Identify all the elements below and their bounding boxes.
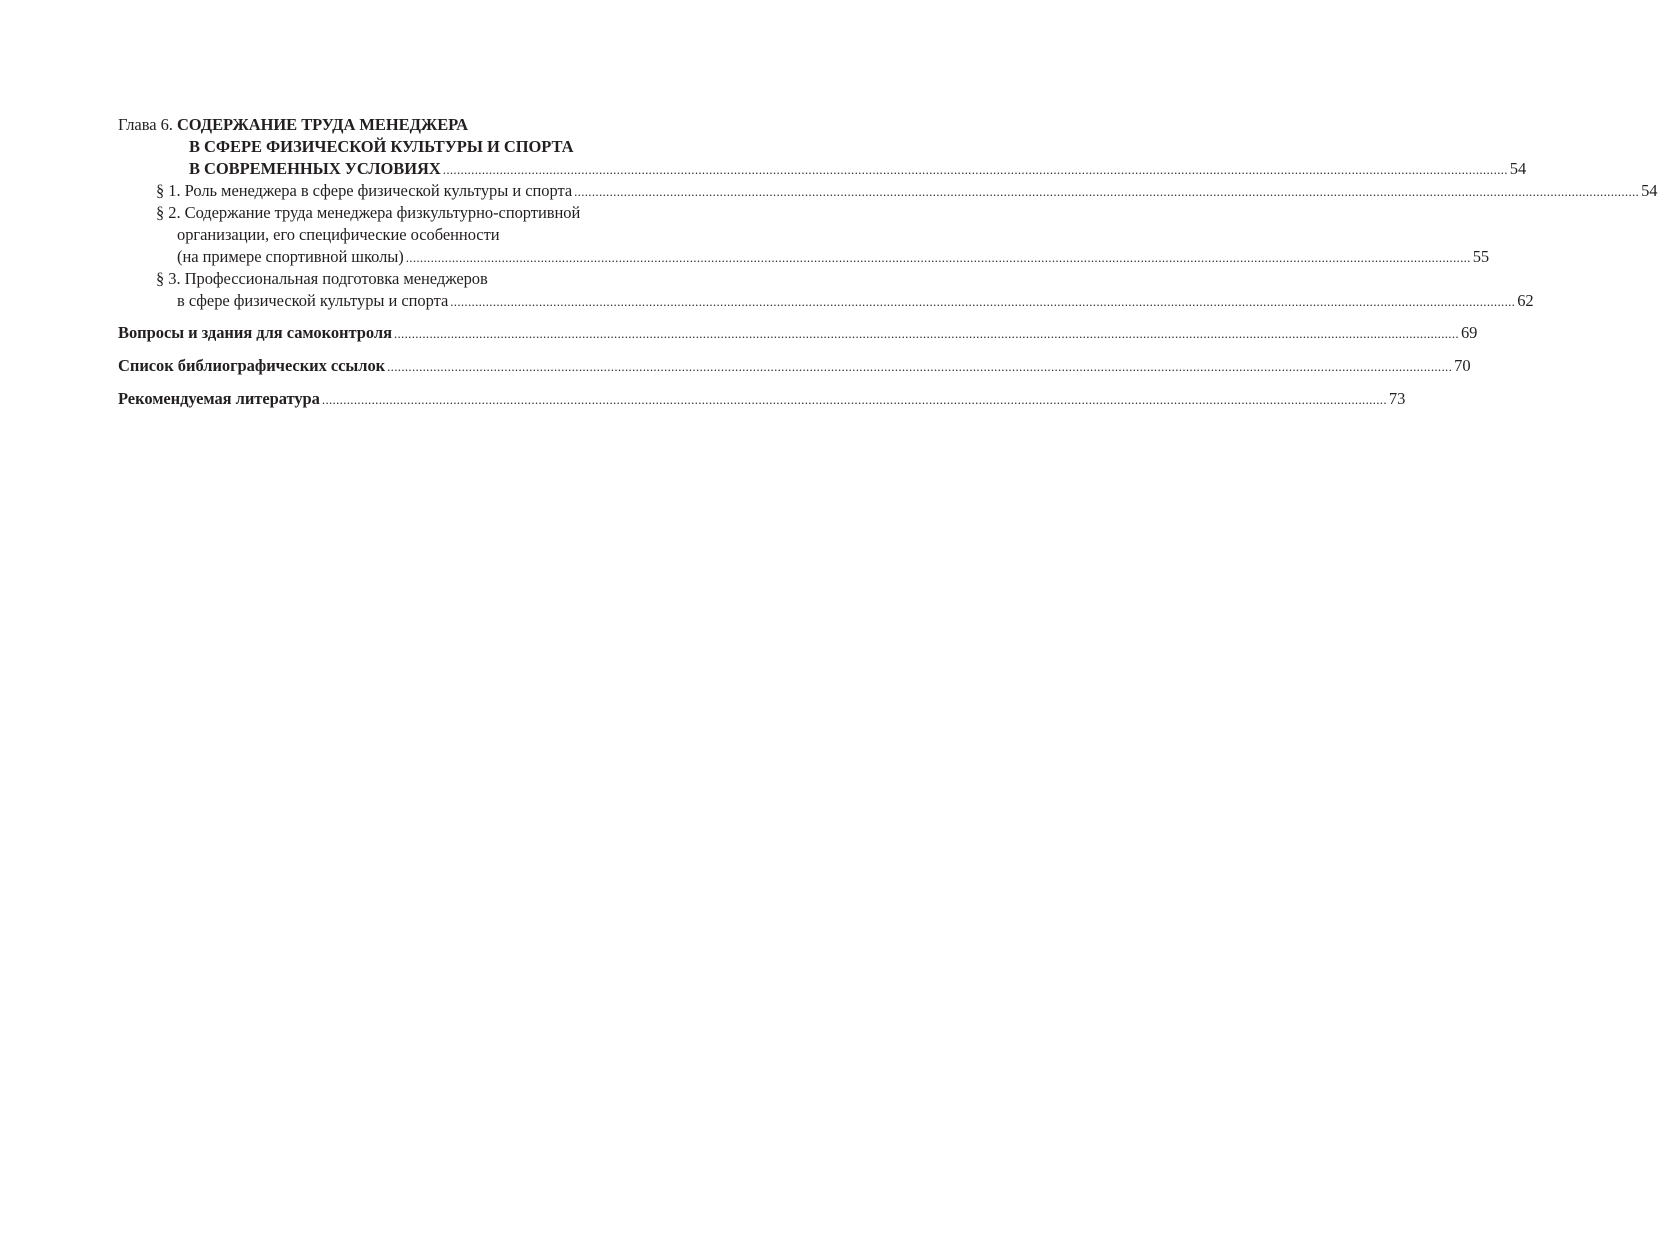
table-of-contents	[118, 114, 1658, 410]
leader-dots: ............................................................................................................................................................................................................................................................................................................	[442, 162, 1508, 177]
chapter6-title-line3: В СОВРЕМЕННЫХ УСЛОВИЯХ	[189, 159, 441, 178]
questions-page-number: 69	[1460, 323, 1478, 342]
spacer	[118, 312, 768, 322]
toc-section1[interactable]	[118, 180, 1658, 202]
toc-chapter6-line1	[118, 114, 768, 136]
spacer	[118, 377, 768, 388]
chapter6-prefix: Глава 6.	[118, 115, 173, 134]
section2-title-line3: (на примере спортивной школы)	[177, 247, 404, 266]
section1-page-number: 54	[1641, 181, 1658, 200]
section3-title-line1: § 3. Профессиональная подготовка менеджеров	[156, 269, 488, 288]
chapter6-page-number: 54	[1509, 159, 1527, 178]
toc-literature[interactable]	[118, 388, 1406, 410]
toc-section2[interactable]	[118, 246, 1490, 268]
section2-title-line1: § 2. Содержание труда менеджера физкультурно-спортивной	[156, 203, 581, 222]
spacer	[118, 344, 768, 355]
section3-title-line2: в сфере физической культуры и спорта	[177, 291, 449, 310]
toc-references[interactable]	[118, 355, 1471, 377]
leader-dots: ............................................................................................................................................................................................................................................................................................................	[450, 294, 1516, 309]
literature-page-number: 73	[1388, 389, 1406, 408]
leader-dots: ............................................................................................................................................................................................................................................................................................................	[321, 392, 1387, 407]
chapter6-title-line2: В СФЕРЕ ФИЗИЧЕСКОЙ КУЛЬТУРЫ И СПОРТА	[189, 137, 574, 156]
references-title: Список библиографических ссылок	[118, 356, 386, 375]
toc-questions[interactable]	[118, 322, 1478, 344]
section1-title: § 1. Роль менеджера в сфере физической культуры и спорта	[156, 181, 573, 200]
chapter6-title-line1: СОДЕРЖАНИЕ ТРУДА МЕНЕДЖЕРА	[176, 115, 468, 134]
leader-dots: ............................................................................................................................................................................................................................................................................................................	[387, 359, 1453, 374]
toc-chapter6-line3[interactable]	[118, 158, 1527, 180]
section2-title-line2: организации, его специфические особенности	[177, 225, 500, 244]
references-page-number: 70	[1454, 356, 1471, 375]
section2-page-number: 55	[1472, 247, 1490, 266]
leader-dots: ............................................................................................................................................................................................................................................................................................................	[393, 326, 1459, 341]
questions-title: Вопросы и здания для самоконтроля	[118, 323, 392, 342]
section3-page-number: 62	[1517, 291, 1534, 310]
toc-section3[interactable]	[118, 290, 1534, 312]
leader-dots: ............................................................................................................................................................................................................................................................................................................	[574, 184, 1640, 199]
leader-dots: ............................................................................................................................................................................................................................................................................................................	[405, 250, 1471, 265]
literature-title: Рекомендуемая литература	[118, 389, 320, 408]
